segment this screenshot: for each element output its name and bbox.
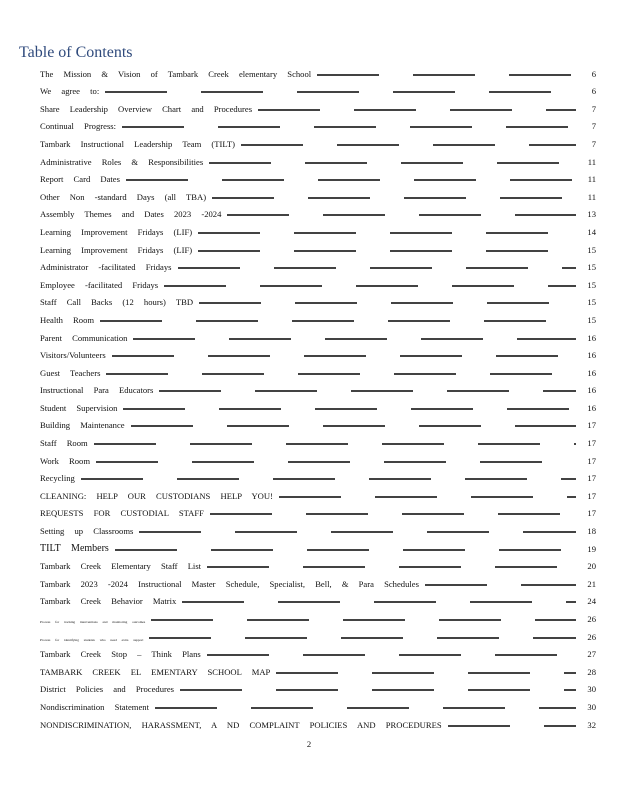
toc-leader-line <box>164 285 576 287</box>
toc-entry[interactable] <box>40 379 596 397</box>
toc-entry-page-number: 7 <box>591 103 596 114</box>
toc-entry-text: Process for identifying students who need extra support <box>40 637 144 642</box>
toc-entry-page-number: 26 <box>587 631 596 642</box>
toc-entry-text: Administrative Roles & Responsibilities <box>40 156 204 167</box>
toc-leader-line <box>182 601 576 603</box>
toc-entry-page-number: 26 <box>587 614 596 624</box>
toc-entry-page-number: 17 <box>587 455 596 466</box>
toc-entry-text: District Policies and Procedures <box>40 684 175 695</box>
toc-entry-text: Nondiscrimination Statement <box>40 701 149 712</box>
toc-entry[interactable] <box>40 308 596 326</box>
toc-entry-text: Other Non -standard Days (all TBA) <box>40 191 207 202</box>
toc-entry-page-number: 13 <box>587 209 596 220</box>
toc-leader-line <box>81 478 576 480</box>
toc-entry-page-number: 15 <box>587 314 596 325</box>
toc-entry-page-number: 16 <box>587 367 596 378</box>
toc-entry-text: Tambark Creek Behavior Matrix <box>40 596 177 607</box>
toc-entry-page-number: 16 <box>587 332 596 343</box>
toc-leader-line <box>96 461 576 463</box>
toc-entry-text: Setting up Classrooms <box>40 526 134 537</box>
toc-entry[interactable] <box>40 590 596 608</box>
toc-entry-text: Visitors/Volunteers <box>40 350 106 361</box>
toc-entry[interactable] <box>40 467 596 485</box>
toc-entry-text: REQUESTS FOR CUSTODIAL STAFF <box>40 508 204 519</box>
toc-leader-line <box>241 144 576 146</box>
toc-leader-line <box>227 214 576 216</box>
toc-entry-text: Staff Call Backs (12 hours) TBD <box>40 297 194 308</box>
toc-entry-page-number: 16 <box>587 385 596 396</box>
toc-entry[interactable] <box>40 396 596 414</box>
toc-entry-page-number: 11 <box>587 156 596 167</box>
toc-entry[interactable] <box>40 150 596 168</box>
toc-leader-line <box>178 267 576 269</box>
toc-leader-line <box>258 109 576 111</box>
toc-entry-text: Guest Teachers <box>40 367 101 378</box>
toc-entry[interactable] <box>40 555 596 573</box>
toc-entry-text: Building Maintenance <box>40 420 125 431</box>
toc-entry[interactable] <box>40 185 596 203</box>
toc-entry[interactable] <box>40 519 596 537</box>
toc-leader-line <box>106 373 576 375</box>
toc-leader-line <box>122 126 576 128</box>
toc-entry[interactable] <box>40 97 596 115</box>
toc-entry-page-number: 7 <box>591 121 596 132</box>
toc-entry-page-number: 15 <box>587 297 596 308</box>
toc-entry-page-number: 16 <box>587 402 596 413</box>
toc-entry-text: Tambark 2023 -2024 Instructional Master Schedule, Specialist, Bell, & Para Schedules <box>40 578 419 589</box>
toc-leader-line <box>126 179 576 181</box>
toc-entry[interactable] <box>40 537 596 555</box>
toc-entry-page-number: 28 <box>587 666 596 677</box>
toc-entry-page-number: 19 <box>587 543 596 554</box>
toc-entry-page-number: 17 <box>587 438 596 449</box>
toc-leader-line <box>317 74 576 76</box>
toc-entry-page-number: 7 <box>591 138 596 149</box>
toc-entry[interactable] <box>40 62 596 80</box>
toc-entry-text: Share Leadership Overview Chart and Procedures <box>40 103 253 114</box>
toc-entry-page-number: 27 <box>587 649 596 660</box>
toc-entry-text: Learning Improvement Fridays (LIF) <box>40 244 193 255</box>
toc-leader-line <box>207 566 576 568</box>
toc-entry-text: Assembly Themes and Dates 2023 -2024 <box>40 209 222 220</box>
toc-entry-text: Administrator -facilitated Fridays <box>40 262 172 273</box>
toc-entry-text: Process for tracking interventions and monitoring outcomes <box>40 620 146 624</box>
toc-entry[interactable] <box>40 678 596 696</box>
toc-entry[interactable] <box>40 572 596 590</box>
toc-leader-line <box>425 584 576 586</box>
toc-entry[interactable] <box>40 132 596 150</box>
toc-leader-line <box>180 689 576 691</box>
toc-entry[interactable] <box>40 502 596 520</box>
toc-leader-line <box>100 320 576 322</box>
toc-entry-page-number: 15 <box>587 262 596 273</box>
toc-entry-text: Learning Improvement Fridays (LIF) <box>40 226 193 237</box>
toc-entry[interactable] <box>40 431 596 449</box>
toc-leader-line <box>198 232 576 234</box>
toc-entry-text: Tambark Creek Elementary Staff List <box>40 561 202 572</box>
toc-leader-line <box>209 162 576 164</box>
toc-entry-text: Staff Room <box>40 438 88 449</box>
toc-leader-line <box>199 302 576 304</box>
toc-entry-page-number: 24 <box>587 596 596 607</box>
toc-leader-line <box>198 250 576 252</box>
toc-entry-text: NONDISCRIMINATION, HARASSMENT, A ND COMPLAINT POLICIES AND PROCEDURES <box>40 719 442 730</box>
toc-entry-page-number: 11 <box>587 174 596 185</box>
toc-entry-page-number: 6 <box>591 86 596 97</box>
toc-entry[interactable] <box>40 449 596 467</box>
toc-entry[interactable] <box>40 238 596 256</box>
toc-entry-text: Work Room <box>40 455 91 466</box>
toc-leader-line <box>151 619 576 621</box>
toc-entry-page-number: 17 <box>587 508 596 519</box>
toc-entry-text: Tambark Creek Stop – Think Plans <box>40 649 201 660</box>
toc-leader-line <box>212 197 576 199</box>
toc-entry-page-number: 21 <box>587 578 596 589</box>
toc-leader-line <box>133 338 576 340</box>
toc-entry[interactable] <box>40 484 596 502</box>
toc-entry-page-number: 15 <box>587 279 596 290</box>
toc-leader-line <box>112 355 576 357</box>
toc-entry[interactable] <box>40 607 596 625</box>
toc-leader-line <box>131 425 576 427</box>
toc-leader-line <box>279 496 576 498</box>
toc-entry[interactable] <box>40 115 596 133</box>
toc-entry-page-number: 30 <box>587 684 596 695</box>
toc-entry-page-number: 18 <box>587 526 596 537</box>
toc-entry-page-number: 14 <box>587 226 596 237</box>
toc-leader-line <box>207 654 576 656</box>
toc-entry-text: TILT Members <box>40 542 109 554</box>
toc-entry-text: Parent Communication <box>40 332 128 343</box>
toc-entry-text: Continual Progress: <box>40 121 117 132</box>
toc-leader-line <box>115 549 576 551</box>
toc-entry-text: We agree to: <box>40 86 100 97</box>
toc-entry-page-number: 30 <box>587 701 596 712</box>
toc-leader-line <box>448 725 576 727</box>
toc-entry[interactable] <box>40 344 596 362</box>
page-footer-number: 2 <box>306 739 312 749</box>
toc-leader-line <box>139 531 576 533</box>
toc-leader-line <box>94 443 576 445</box>
toc-entry-text: Employee -facilitated Fridays <box>40 279 159 290</box>
toc-entry-text: TAMBARK CREEK EL EMENTARY SCHOOL MAP <box>40 666 271 677</box>
toc-entry-text: Recycling <box>40 473 75 484</box>
toc-entry[interactable] <box>40 168 596 186</box>
toc-entry-page-number: 17 <box>587 490 596 501</box>
toc-entry-text: Health Room <box>40 314 95 325</box>
toc-entry-page-number: 32 <box>587 719 596 730</box>
toc-entry-page-number: 17 <box>587 473 596 484</box>
toc-entry-text: CLEANING: HELP OUR CUSTODIANS HELP YOU! <box>40 490 273 501</box>
toc-entry[interactable] <box>40 256 596 274</box>
toc-entry-page-number: 15 <box>587 244 596 255</box>
toc-entry-text: Report Card Dates <box>40 174 120 185</box>
toc-entry[interactable] <box>40 643 596 661</box>
toc-entry[interactable] <box>40 361 596 379</box>
toc-title: Table of Contents <box>19 44 133 61</box>
toc-entry[interactable] <box>40 80 596 98</box>
toc-entry-text: Instructional Para Educators <box>40 385 154 396</box>
toc-list <box>40 62 596 731</box>
toc-entry[interactable] <box>40 695 596 713</box>
toc-entry[interactable] <box>40 291 596 309</box>
toc-entry[interactable] <box>40 220 596 238</box>
toc-entry[interactable] <box>40 273 596 291</box>
toc-leader-line <box>210 513 576 515</box>
toc-entry[interactable] <box>40 326 596 344</box>
toc-leader-line <box>159 390 576 392</box>
toc-entry-text: Tambark Instructional Leadership Team (TILT) <box>40 138 235 149</box>
toc-leader-line <box>123 408 576 410</box>
toc-leader-line <box>149 637 576 639</box>
toc-entry-page-number: 6 <box>591 68 596 79</box>
toc-entry[interactable] <box>40 660 596 678</box>
toc-entry-page-number: 11 <box>587 191 596 202</box>
toc-leader-line <box>276 672 576 674</box>
toc-entry[interactable] <box>40 713 596 731</box>
toc-entry-page-number: 17 <box>587 420 596 431</box>
toc-entry[interactable] <box>40 625 596 643</box>
toc-leader-line <box>105 91 576 93</box>
toc-entry[interactable] <box>40 414 596 432</box>
toc-leader-line <box>155 707 576 709</box>
toc-entry-page-number: 20 <box>587 561 596 572</box>
toc-entry[interactable] <box>40 203 596 221</box>
toc-entry-text: Student Supervision <box>40 402 118 413</box>
toc-entry-page-number: 16 <box>587 350 596 361</box>
toc-entry-text: The Mission & Vision of Tambark Creek elementary School <box>40 68 312 79</box>
